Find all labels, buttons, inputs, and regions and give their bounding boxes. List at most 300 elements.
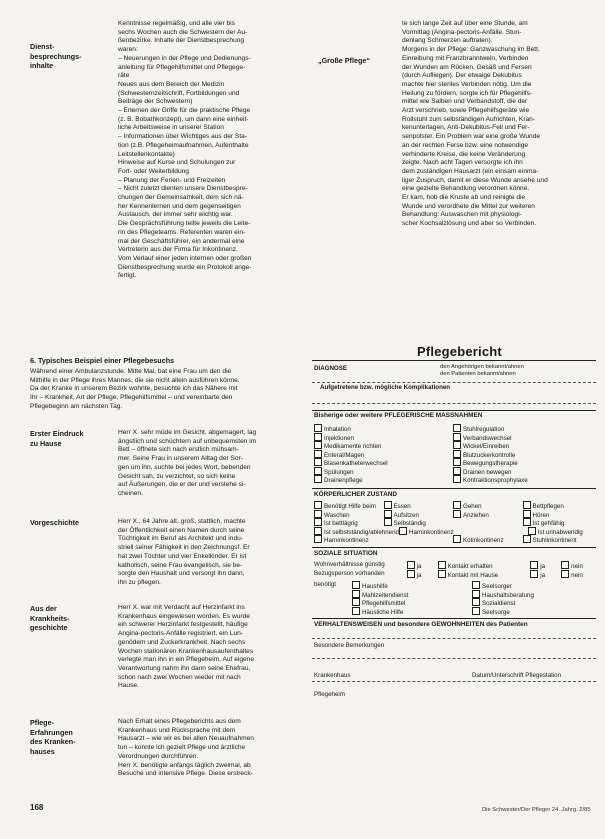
text-line: (Schwesternzeitschrift, Fortbildungen und	[118, 89, 240, 97]
checkbox-row	[314, 501, 592, 510]
checkbox[interactable]	[472, 598, 480, 606]
example-intro	[30, 368, 298, 412]
checkbox-item	[523, 518, 593, 527]
checkbox-item	[384, 510, 454, 519]
checkbox-item	[314, 450, 453, 459]
text-line: verhinderte Kreise, die keine Veränderung	[402, 150, 526, 158]
checkbox-label: ja	[416, 572, 422, 579]
checkbox-item	[530, 570, 561, 579]
checkbox[interactable]	[352, 598, 360, 606]
checkbox-label: Wohnverhältnisse günstig	[314, 561, 385, 568]
checkbox-label: Pflegehilfsmittel	[362, 600, 406, 607]
sign-krankenhaus: Krankenhaus	[314, 672, 351, 679]
divider	[312, 658, 596, 659]
text-line: Mithilfe in der Pflege ihres Mannes, die sie nicht allein ausführen könne.	[30, 376, 240, 384]
checkbox-row	[314, 467, 592, 476]
journal-footer: Die Schwester/Der Pfleger 24. Jahrg. 2/85	[482, 807, 591, 813]
checkbox-item	[314, 501, 384, 510]
text-line: Morgens in der Pflege: Ganzwaschung im Bett,	[402, 46, 540, 54]
checkbox[interactable]	[523, 518, 531, 526]
checkbox-label: Inhalation	[324, 426, 351, 433]
text-line: Wunde und verordnete die Mittel zur weiteren	[402, 202, 535, 210]
text-line: – Planung der Ferien- und Freizeiten	[118, 176, 226, 184]
divider	[312, 681, 596, 682]
checkbox[interactable]	[314, 510, 322, 518]
checkbox-item	[453, 458, 592, 467]
checkbox-item	[438, 561, 531, 570]
checkbox[interactable]	[314, 467, 322, 475]
text-line: Bett – öffnete sich nach erstlich mühsam-	[118, 446, 239, 454]
text-line: (z. B. Bobathkonzept), um dann eine einheit-	[118, 115, 249, 123]
checkbox[interactable]	[438, 570, 446, 578]
pflegeheim-label: Pflegeheim	[314, 691, 345, 698]
checkbox-item	[314, 527, 399, 536]
text-line: Dienstbesprechung wurde ein Protokoll ange-	[118, 263, 252, 271]
text-line: Hausarzt – wie wir es bei allen Neuaufnahmen	[118, 735, 254, 743]
text-line: Vormittag (Angina-pectoris-Anfälle. Stun-	[402, 28, 522, 36]
sozial-grid	[314, 561, 592, 579]
checkbox-label: Häusliche Hilfe	[362, 608, 404, 616]
checkbox-row	[314, 458, 592, 467]
pflegebericht-form	[312, 344, 596, 788]
checkbox-item	[314, 510, 384, 519]
checkbox-item	[314, 424, 453, 433]
checkbox[interactable]	[453, 424, 461, 432]
checkbox-row	[314, 424, 592, 433]
checkbox-row	[314, 510, 592, 519]
checkbox[interactable]	[472, 581, 480, 589]
text-line: Nach Erhalt eines Pflegeberichts aus dem	[118, 718, 241, 725]
checkbox-item	[453, 467, 592, 476]
checkbox-label: Blasenkatheterwechsel	[324, 460, 388, 467]
checkbox-label: nein	[571, 572, 583, 579]
checkbox-label: Drainen bewegen	[463, 468, 512, 476]
checkbox[interactable]	[384, 510, 392, 518]
text-line: – Erlernen der Griffe für die praktische Pflege	[118, 107, 251, 115]
checkbox-label: Kontraktionsprophylaxe	[463, 477, 528, 484]
text-line: – Nicht zuletzt dienten unsere Dienstbespre-	[118, 185, 248, 193]
text-line: mal der Geschäftsführer, ein andermal eine	[118, 237, 245, 245]
bemerkungen-label: Besondere Bemerkungen	[314, 642, 385, 649]
text-line: schon nach zwei Wochen wieder mit nach	[118, 673, 241, 681]
text-line: räte	[118, 72, 130, 80]
checkbox-item	[384, 518, 454, 527]
section-label: Aus der Krankheits- geschichte	[30, 604, 70, 632]
checkbox-label: Harninkontinenz	[409, 528, 454, 536]
text-line: Krankenhaus und Rücksprache mit dem	[118, 726, 236, 734]
text-line: kenunterlagen, Anti-Dekubitus-Fell und Fer-	[402, 124, 530, 132]
checkbox[interactable]	[407, 561, 415, 569]
checkbox-item	[463, 527, 527, 536]
checkbox-item	[453, 535, 523, 544]
text-line: gen um ihn, suchte bei jedes Wort, bebenden	[118, 463, 251, 471]
section-label: Pflege- Erfahrungen des Kranken- hauses	[30, 718, 76, 756]
checkbox[interactable]	[384, 501, 392, 509]
text-line: liche Arbeitsweise in unserer Station	[118, 124, 224, 132]
section-text	[118, 429, 298, 499]
checkbox-label: Drainenpflege	[324, 477, 363, 484]
checkbox-item	[453, 441, 592, 450]
text-line: mittel wie Salben und Verbandstoff, die der	[402, 98, 528, 106]
checkbox-label: Mahlzeitendienst	[362, 591, 409, 599]
checkbox-label: Haushilfe	[362, 583, 388, 590]
section-label: Vorgeschichte	[30, 518, 79, 527]
sozial-heading: SOZIALE SITUATION	[314, 550, 378, 557]
checkbox[interactable]	[523, 501, 531, 509]
checkbox-label: Bewegungstherapie	[463, 460, 518, 467]
benoetigt-column	[352, 581, 472, 615]
koerper-grid	[314, 501, 592, 544]
text-line: an der rechten Ferse bzw. eine notwendige	[402, 141, 529, 149]
checkbox-item	[453, 450, 592, 459]
text-line: auf Äußerungen, die er der und verstehe si-	[118, 481, 246, 489]
text-line: Behandlung: Auswaschen mit physiologi-	[402, 211, 522, 219]
checkbox-item	[314, 535, 384, 544]
checkbox-label: Wickel/Einreiben	[463, 443, 510, 450]
text-line: tion (z.B. Pflegeheimaufnahmen, Aufenthalte	[118, 141, 249, 149]
text-line: fertigt.	[118, 272, 137, 280]
checkbox-item	[314, 518, 384, 527]
checkbox[interactable]	[453, 510, 461, 518]
checkbox-row	[314, 535, 592, 544]
dienstbesprechung-text	[118, 20, 298, 281]
checkbox-item	[528, 527, 592, 536]
text-line: Hause.	[118, 682, 139, 690]
checkbox[interactable]	[453, 433, 461, 441]
checkbox-row	[314, 433, 592, 442]
text-line: Pflegebeginn am nächsten Tag.	[30, 402, 123, 410]
section-heading-example: 6. Typisches Beispiel einer Pflegebesuchs	[30, 356, 175, 365]
text-line: Verordnungen durchführen.	[118, 752, 199, 760]
checkbox-item	[523, 501, 593, 510]
text-line: Gesicht sah, zu verzichtet, so sich keine	[118, 472, 236, 480]
divider	[312, 547, 596, 548]
checkbox-label: Kontakt erhalten	[447, 563, 493, 570]
text-line: Fort- oder Weiterbildung	[118, 167, 189, 175]
checkbox-label: Selbständig	[393, 520, 426, 527]
checkbox-label: Verbandswechsel	[463, 434, 512, 442]
checkbox-item	[453, 424, 592, 433]
text-line: chungen der Gemeinsamkeit, dem sich nä-	[118, 194, 244, 202]
checkbox[interactable]	[314, 501, 322, 509]
checkbox-label: Stuhlregulation	[463, 426, 505, 433]
text-line: Herr X. benötigte anfangs täglich zweimal, ab	[118, 761, 251, 769]
checkbox[interactable]	[523, 535, 531, 543]
checkbox-label: Bettpflegen	[532, 503, 564, 510]
checkbox-item	[523, 510, 593, 519]
checkbox[interactable]	[528, 527, 536, 535]
text-line: – Informationen über Wichtiges aus der Sta-	[118, 133, 248, 141]
text-line: mer. Seine Frau in unserem Alltag der Sor-	[118, 455, 243, 463]
checkbox-label: Ist selbstständig/ablehnend	[324, 528, 399, 536]
divider	[312, 488, 596, 489]
checkbox-item	[384, 501, 454, 510]
checkbox[interactable]	[523, 510, 531, 518]
checkbox-item	[352, 598, 472, 607]
text-line: liger Zuspruch, damit er diese Wunde ansehe und	[402, 176, 548, 184]
checkbox[interactable]	[453, 501, 461, 509]
checkbox-item	[530, 561, 561, 570]
checkbox-label: Kontakt mit Hause	[447, 572, 499, 579]
checkbox-row	[314, 475, 592, 484]
checkbox-label: ja	[540, 572, 546, 579]
checkbox-label: Ist bettlägrig	[324, 520, 358, 527]
checkbox[interactable]	[453, 458, 461, 466]
text-line: genödem und Zuckerkrankheit. Nach sechs	[118, 638, 246, 646]
text-line: rin des Pflegeteams. Referenten waren ein-	[118, 228, 246, 236]
benoetigt-column	[472, 581, 592, 615]
text-line: te sich lange Zeit auf über eine Stunde, am	[402, 20, 528, 27]
text-line: striell seiner Fähigkeit in den Zeichnungsf. Er	[118, 544, 250, 552]
text-line: ßenbezirke. Inhalte der Dienstbesprechung	[118, 37, 245, 45]
text-line: Leitstellenkontakte)	[118, 150, 175, 158]
divider	[312, 382, 596, 383]
checkbox[interactable]	[407, 570, 415, 578]
checkbox-label: Seelsorger	[482, 583, 512, 590]
divider	[312, 410, 596, 411]
checkbox-item	[453, 510, 523, 519]
text-line: Verantwortung nahm ihn dann seine Ehefrau,	[118, 664, 251, 672]
checkbox[interactable]	[352, 607, 360, 615]
checkbox[interactable]	[352, 581, 360, 589]
koerper-heading: KÖRPERLICHER ZUSTAND	[314, 491, 397, 498]
text-line: Angina-pectoris-Anfälle registriert, ein Lun-	[118, 630, 243, 638]
text-line: her Kennenlernen und dem gegenseitigen	[118, 202, 241, 210]
checkbox-item	[314, 467, 453, 476]
text-line: sechs Wochen auch die Schwestern der Au-	[118, 28, 248, 36]
text-line: tun – konnte ich gezielt Pflege und ärztliche	[118, 744, 246, 752]
text-line: machte hier steriles Verbinden nötig. Um die	[402, 80, 532, 88]
grosse-pflege-text	[402, 20, 592, 229]
checkbox[interactable]	[314, 424, 322, 432]
checkbox-label: Bezugsperson vorhanden	[314, 570, 385, 577]
checkbox-item	[561, 570, 592, 579]
checkbox-label: Essen	[393, 503, 411, 510]
checkbox-label: ja	[416, 563, 422, 570]
text-line: Vom Verlauf einer jeden internen oder großen	[118, 254, 252, 262]
massnahmen-heading: Bisherige oder weitere PFLEGERISCHE MASSNAHMEN	[314, 412, 483, 419]
checkbox[interactable]	[453, 475, 461, 483]
checkbox-item	[561, 561, 592, 570]
checkbox-label: Gehen	[463, 503, 482, 510]
form-top-rule	[312, 360, 596, 361]
text-line: verlegte man ihn in ein Pflegeheim. Auf eigene	[118, 656, 254, 664]
checkbox-item	[453, 433, 592, 442]
checkbox-label: Waschen	[324, 511, 350, 519]
verhalten-heading: VERHALTENSWEISEN und besondere GEWOHNHEITEN des Patienten	[314, 621, 528, 628]
section-label: Erster Eindruck zu Hause	[30, 429, 84, 448]
checkbox-label: Benötigt Hilfe beim	[324, 503, 376, 510]
text-line: Hinweise auf Kurse und Schulungen zur	[118, 159, 236, 167]
text-line: zeigte. Nach acht Tagen versorgte ich ihn	[402, 159, 523, 167]
text-line: Besuche und intensive Pflege. Diese erstreck-	[118, 770, 253, 778]
page-number: 168	[30, 803, 44, 812]
text-line: Beiträge der Schwestern)	[118, 98, 193, 106]
checkbox-row	[314, 441, 592, 450]
text-line: der Öffentlichkeit einen Namen durch seine	[118, 526, 245, 534]
checkbox[interactable]	[438, 561, 446, 569]
text-line: Krankenhaus eingewiesen worden. Es wurde	[118, 612, 250, 620]
checkbox-label: Stuhlinkontinent	[532, 537, 577, 544]
text-line: Neues aus dem Bereich der Medizin	[118, 80, 225, 88]
text-line: Heilung zu fördern, sorgte ich für Pflegehilfs-	[402, 89, 533, 97]
text-line: cheinen.	[118, 489, 143, 497]
text-line: Herr X., 64 Jahre alt, groß, stattlich, machte	[118, 518, 246, 525]
checkbox-item	[314, 433, 453, 442]
checkbox-label: Aufsitzen	[393, 511, 419, 519]
checkbox-item	[472, 607, 592, 616]
section-text	[118, 718, 298, 779]
text-line: Herr X. war mit Verdacht auf Herzinfarkt ins	[118, 604, 245, 611]
checkbox[interactable]	[453, 450, 461, 458]
diagnose-label: DIAGNOSE	[314, 365, 348, 372]
checkbox-item	[314, 570, 407, 579]
checkbox[interactable]	[314, 535, 322, 543]
checkbox[interactable]	[314, 518, 322, 526]
checkbox-label: Blutzuckerkontrolle	[463, 451, 516, 459]
text-line: Austausch, der immer sehr wichtig war.	[118, 211, 233, 219]
checkbox[interactable]	[561, 570, 569, 578]
checkbox[interactable]	[453, 467, 461, 475]
checkbox[interactable]	[314, 458, 322, 466]
checkbox-item	[399, 527, 463, 536]
checkbox-item	[384, 535, 454, 544]
checkbox[interactable]	[472, 590, 480, 598]
checkbox-item	[472, 590, 592, 599]
text-line: Während einer Ambulanzstunde. Mitte Mai, bat eine Frau um den die	[30, 368, 232, 375]
text-line: Arzt verschrieb, sowie Pflegehilfsgeräte wie	[402, 107, 530, 115]
checkbox-item	[453, 475, 592, 484]
checkbox-label: Ist gehfähig	[532, 520, 565, 527]
checkbox[interactable]	[314, 527, 322, 535]
checkbox[interactable]	[561, 561, 569, 569]
text-line: katholisch, seine Frau evangelisch, sie be-	[118, 561, 243, 569]
text-line: Herr X. sehr müde im Gesicht, abgemagert, lag	[118, 429, 257, 436]
checkbox-label: Haushaltsberatung	[482, 591, 534, 599]
section-text	[118, 604, 298, 691]
checkbox-label: Anziehen	[463, 511, 489, 519]
text-line: – Neuerungen in der Pflege und Dedienungs-	[118, 54, 251, 62]
divider	[312, 618, 596, 619]
text-line: waren:	[118, 46, 138, 54]
form-title: Pflegebericht	[414, 348, 505, 356]
text-line: ihn zu pflegen.	[118, 578, 161, 586]
benoetigt-grid	[352, 581, 592, 615]
checkbox[interactable]	[530, 570, 538, 578]
label-dienstbesprechung: Dienst- besprechungs- inhalte	[30, 42, 82, 70]
checkbox-label: Medikamente richten	[324, 443, 382, 450]
text-line: Er kam, hob die Kruste ab und reinigte die	[402, 194, 526, 202]
checkbox[interactable]	[472, 607, 480, 615]
text-line: Kenntnisse regelmäßig, und alle vier bis	[118, 20, 235, 27]
checkbox-item	[453, 501, 523, 510]
checkbox[interactable]	[314, 450, 322, 458]
text-line: eine gezielte Behandlung verordnen könne.	[402, 185, 530, 193]
checkbox[interactable]	[453, 441, 461, 449]
text-line: dem zuständigen Hausarzt (ein einsam einma-	[402, 167, 539, 175]
text-line: senpolster. Ein Problem war eine große Wunde	[402, 133, 541, 141]
checkbox[interactable]	[352, 590, 360, 598]
diagnose-note: den Angehörigen bekannt/ahnen den Patienten bekannt/ahnen	[440, 364, 524, 377]
checkbox-item	[314, 475, 453, 484]
text-line: hat zwei Töchter und vier Enkelkinder. Er ist	[118, 552, 247, 560]
text-line: Wochen stationären Krankenhausaufenthaltes	[118, 647, 254, 655]
text-line: Einreibung mit Franzbranntwein, Verbinden	[402, 54, 529, 62]
text-line: Rollstuhl zum selbständigen Aufrichten, Kran-	[402, 115, 536, 123]
checkbox-row	[314, 561, 592, 570]
sign-datum: Datum/Unterschrift Pflegestation	[472, 672, 562, 679]
checkbox-label: Seelsorge	[482, 608, 510, 616]
text-line: anleitung für Pflegehilfsmittel und Pflegege-	[118, 63, 246, 71]
checkbox-item	[352, 581, 472, 590]
checkbox-label: Harninkontinenz	[324, 537, 369, 544]
checkbox-item	[407, 570, 438, 579]
checkbox-item	[472, 581, 592, 590]
checkbox[interactable]	[314, 441, 322, 449]
checkbox-item	[523, 535, 593, 544]
checkbox-item	[407, 561, 438, 570]
checkbox-item	[314, 458, 453, 467]
checkbox-item	[453, 518, 523, 527]
checkbox-label: Sozialdienst	[482, 600, 516, 607]
checkbox-item	[314, 441, 453, 450]
checkbox-item	[352, 590, 472, 599]
checkbox-label: Spülungen	[324, 468, 354, 476]
divider	[312, 403, 596, 404]
text-line: denlang Schmerzen auftraten).	[402, 37, 493, 45]
label-grosse-pflege: „Große Pflege“	[318, 56, 370, 65]
checkbox-row	[314, 570, 592, 579]
checkbox-item	[438, 570, 531, 579]
checkbox[interactable]	[399, 527, 407, 535]
text-line: scher Kochsalzlösung und aber so Verbinden.	[402, 220, 537, 228]
checkbox[interactable]	[453, 535, 461, 543]
text-line: (durch Aufliegen). Der etwaige Dekubitus	[402, 72, 522, 80]
checkbox-label: Ist urinabwendig	[537, 528, 583, 536]
checkbox[interactable]	[384, 518, 392, 526]
benoetigt-label: benötigt	[314, 581, 337, 588]
text-line: Vertreterin aus der Firma für Inkontinenz.	[118, 246, 238, 254]
text-line: Da der Kranke in unserem Bezirk wohnte, besuchte ich das Nähere mit	[30, 385, 238, 393]
checkbox-label: nein	[571, 563, 583, 570]
checkbox[interactable]	[314, 475, 322, 483]
text-line: ängstlich und schüchtern auf unbequemsten im	[118, 437, 257, 445]
text-line: Die Gesprächsführung teilte jeweils die Leite-	[118, 220, 251, 228]
checkbox[interactable]	[314, 433, 322, 441]
checkbox-item	[314, 561, 407, 570]
checkbox-label: Hören	[532, 511, 550, 519]
text-line: sorgte den Haushalt und versorgt ihn dann,	[118, 570, 245, 578]
text-line: Ihr – Krankheit, Art der Pflege, Pflegehilfsmittel – und vereinbarte den	[30, 394, 233, 402]
checkbox-item	[472, 598, 592, 607]
massnahmen-grid	[314, 424, 592, 484]
text-line: ein schwerer Herzinfarkt festgestellt, häufige	[118, 621, 248, 629]
text-line: der Wunden am Rücken, Gesäß und Fersen	[402, 63, 532, 71]
komplikationen-label: Aufgetretene bzw. mögliche Komplikationen	[320, 384, 451, 391]
checkbox-label: ja	[540, 563, 546, 570]
checkbox-label: Kotinkontinenz	[463, 537, 504, 544]
checkbox[interactable]	[530, 561, 538, 569]
divider	[312, 638, 596, 639]
section-text	[118, 518, 298, 588]
checkbox-row	[314, 518, 592, 527]
checkbox-label: Enteral/Magen	[324, 451, 365, 459]
checkbox-row	[314, 450, 592, 459]
checkbox-item	[352, 607, 472, 616]
checkbox-row	[314, 527, 592, 536]
text-line: Tüchtigkeit im Beruf als Architekt und indu-	[118, 535, 243, 543]
checkbox-label: Injektionen	[324, 434, 354, 442]
